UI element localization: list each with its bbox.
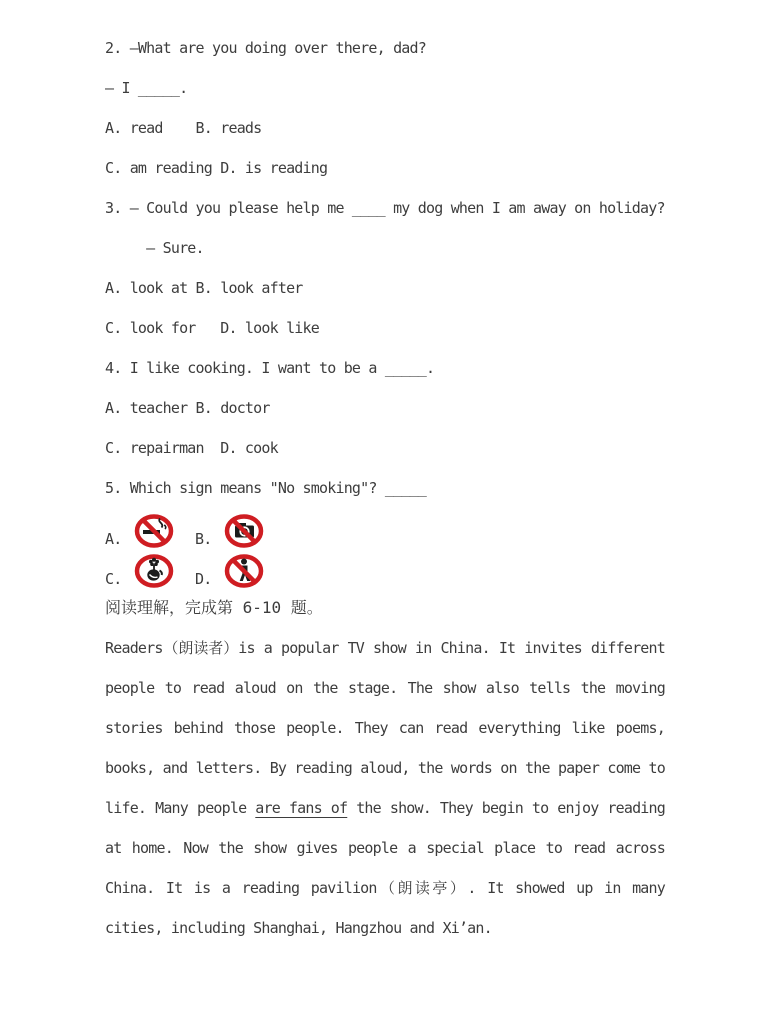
question-prompt: 2. —What are you doing over there, dad? — [105, 39, 427, 57]
passage-underlined-phrase: are fans of — [255, 799, 348, 817]
sign-options-row-2 — [105, 548, 665, 588]
option-label-a: A. — [105, 530, 122, 548]
no-photography-sign-icon — [223, 514, 265, 548]
sign-options-row-1 — [105, 508, 665, 548]
question-prompt: 5. Which sign means "No smoking"? _____ — [105, 479, 427, 497]
question-prompt: 3. — Could you please help me ____ my dog when I am away on holiday? — [105, 199, 665, 217]
options-line-ab: A. teacher B. doctor — [105, 399, 270, 417]
question-2 — [105, 28, 665, 188]
passage-text-after-underline: the show. They begin to enjoy reading at home. Now the show gives people a special place to read across China. It is a reading pavilion（朗读亭）. It showed up in many cities, including Shanghai, Hangzhou and Xi’an. — [105, 799, 666, 937]
no-pedestrians-sign-icon — [223, 554, 265, 588]
options-line-cd: C. repairman D. cook — [105, 439, 278, 457]
passage-text-before-underline: Readers（朗读者）is a popular TV show in China. It invites different people to read aloud on the stage. The show also tells the moving stories behind those people. They can read everything like poems, books, and letters. By reading aloud, the words on the paper come to life. Many people — [105, 639, 665, 817]
option-label-c: C. — [105, 570, 122, 588]
no-picking-flowers-sign-icon — [133, 554, 175, 588]
section-heading: 阅读理解，完成第 6-10 题。 — [105, 598, 323, 617]
dialog-response: — Sure. — [105, 239, 204, 257]
option-label-d: D. — [195, 570, 212, 588]
options-line-cd: C. look for D. look like — [105, 319, 320, 337]
question-4 — [105, 348, 665, 468]
question-3 — [105, 188, 665, 348]
options-line-ab: A. look at B. look after — [105, 279, 303, 297]
options-line-ab: A. read B. reads — [105, 119, 262, 137]
dialog-response-with-blank: — I _____. — [105, 79, 188, 97]
reading-passage — [105, 628, 665, 948]
options-line-cd: C. am reading D. is reading — [105, 159, 328, 177]
reading-comprehension-section — [105, 588, 665, 948]
option-label-b: B. — [195, 530, 212, 548]
question-prompt: 4. I like cooking. I want to be a _____. — [105, 359, 435, 377]
no-smoking-sign-icon — [133, 514, 175, 548]
question-5 — [105, 468, 665, 588]
